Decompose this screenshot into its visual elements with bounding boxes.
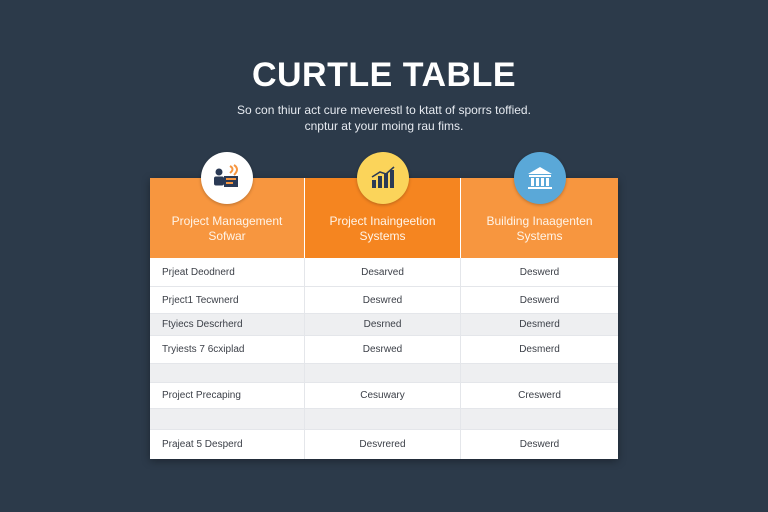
table-cell: Prjeat Deodnerd (150, 258, 305, 286)
table-cell: Desmerd (519, 344, 560, 355)
table-cell: Prject1 Tecwnerd (150, 287, 305, 313)
subtitle-line-2: cnptur at your moing rau fims. (304, 119, 464, 133)
table-header-row (150, 178, 618, 258)
table-cell: Deswerd (519, 266, 560, 278)
table-cell (461, 409, 618, 429)
column-header-project-management (150, 178, 305, 258)
column-header-3-line-1: Building Inaagenten (486, 214, 593, 228)
table-cell: Project Precaping (150, 383, 305, 408)
column-header-3-line-2: Systems (516, 229, 563, 243)
column-header-2-line-2: Systems (359, 229, 406, 243)
table-cell: Desmerd (519, 319, 560, 330)
table-cell: Ftyiecs Descrherd (150, 314, 305, 335)
column-header-project-systems (305, 178, 461, 258)
table-body (150, 258, 618, 459)
comparison-table (150, 178, 618, 459)
table-cell: Desrned (305, 314, 461, 335)
column-header-building-systems (461, 178, 618, 258)
table-cell: Creswerd (518, 390, 561, 401)
table-cell (461, 364, 618, 382)
table-cell: Desarved (305, 258, 461, 286)
table-row (150, 430, 618, 459)
team-presentation-icon (201, 152, 253, 204)
table-cell: Cesuwary (305, 383, 461, 408)
table-row (150, 314, 618, 336)
table-row (150, 336, 618, 364)
page-title: CURTLE TABLE (251, 56, 517, 94)
table-cell: Prajeat 5 Desperd (150, 430, 305, 459)
table-cell (150, 409, 305, 429)
table-cell: Deswred (305, 287, 461, 313)
page-subtitle (0, 102, 768, 134)
subtitle-line-1: So con thiur act cure meverestl to ktatt of sporrs toffied. (237, 103, 531, 117)
column-header-1-line-1: Project Management (171, 214, 283, 228)
column-header-2-line-1: Project Inaingeetion (329, 214, 436, 228)
table-row (150, 287, 618, 314)
table-cell: Desvrered (305, 430, 461, 459)
table-cell (305, 364, 461, 382)
column-header-1-line-2: Sofwar (208, 229, 246, 243)
bank-building-icon (514, 152, 566, 204)
table-cell: Deswerd (519, 439, 560, 450)
table-row (150, 383, 618, 409)
table-cell: Deswerd (519, 294, 560, 306)
table-row (150, 409, 618, 430)
table-cell: Desrwed (305, 336, 461, 363)
table-row (150, 258, 618, 287)
table-cell (150, 364, 305, 382)
table-row (150, 364, 618, 383)
table-cell (305, 409, 461, 429)
table-cell: Tryiests 7 6cxiplad (150, 336, 305, 363)
bar-chart-icon (357, 152, 409, 204)
